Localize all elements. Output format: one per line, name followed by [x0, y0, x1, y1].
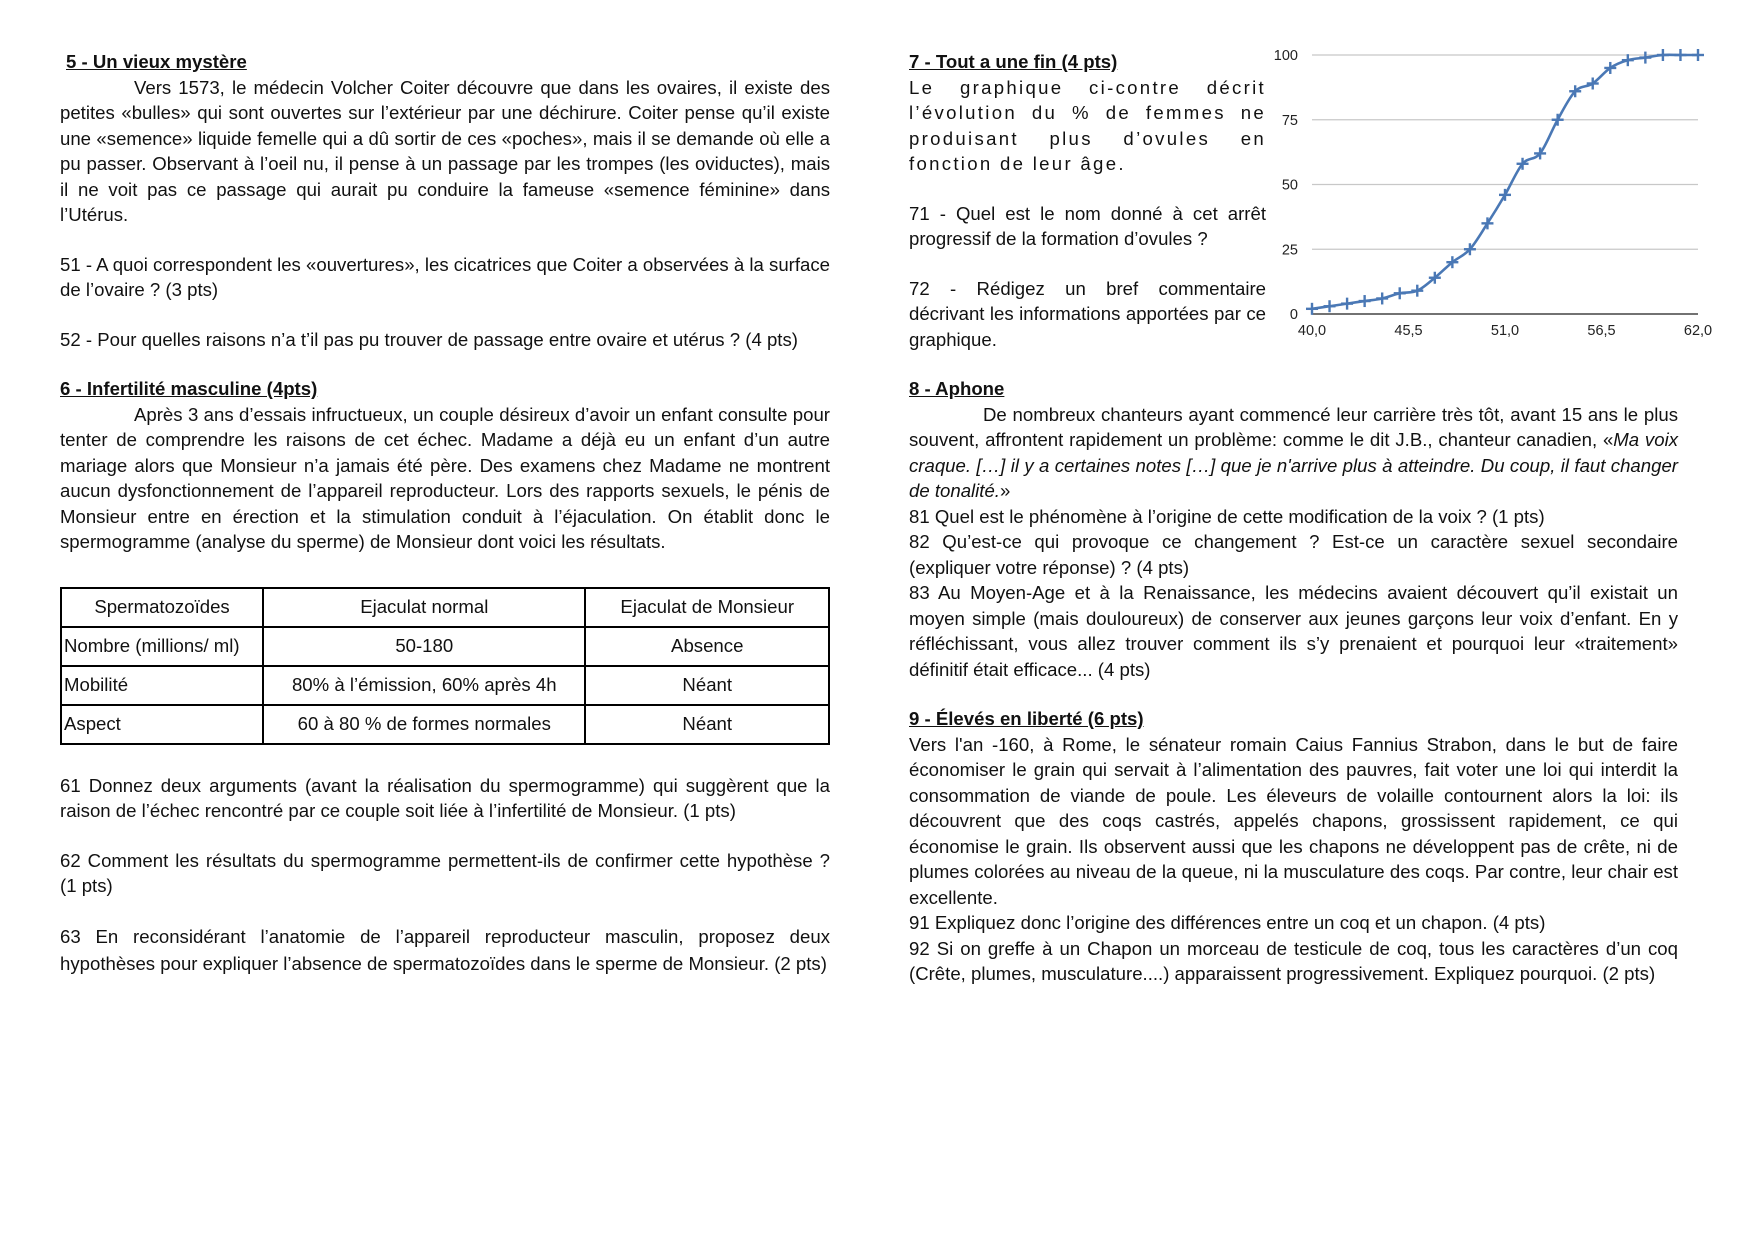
question-91: 91 Expliquez donc l’origine des différences entre un coq et un chapon. (4 pts)	[909, 912, 1546, 933]
data-point	[1306, 303, 1318, 315]
question-63: 63 En reconsidérant l’anatomie de l’appareil reproducteur masculin, proposez deux hypothèses pour expliquer l’absence de spermatozoïdes dans le sperme de Monsieur. (2 pts)	[60, 925, 830, 974]
data-point	[1639, 52, 1651, 64]
section-7-title: 7 - Tout a une fin (4 pts)	[909, 51, 1118, 72]
table-cell: Néant	[585, 705, 829, 744]
question-72: 72 - Rédigez un bref commentaire décrivant les informations apportées par ce graphique.	[909, 277, 1266, 350]
section-8-body	[909, 402, 1678, 504]
data-point	[1359, 295, 1371, 307]
data-point	[1499, 189, 1511, 201]
chart-series	[1312, 55, 1698, 309]
question-61: 61 Donnez deux arguments (avant la réalisation du spermogramme) qui suggèrent que la raison de l’échec rencontré par ce couple soit liée à l’infertilité de Monsieur. (1 pts)	[60, 774, 830, 821]
data-point	[1622, 54, 1634, 66]
chart-markers	[1306, 49, 1704, 315]
data-point	[1674, 49, 1686, 61]
data-point	[1692, 49, 1704, 61]
question-62: 62 Comment les résultats du spermogramme permettent-ils de confirmer cette hypothèse ? (1 pts)	[60, 849, 830, 896]
table-row	[61, 705, 829, 744]
section-9-body: Vers l'an -160, à Rome, le sénateur romain Caius Fannius Strabon, dans le but de faire économiser le grain qui servait à l’alimentation des pauvres, fait voter une loi qui interdit la consommation de viande de poule. Les éleveurs de volaille contournent alors la loi: ils découvrent que des coqs castrés, appelés chapons, grossissent rapidement, ce qui économise le grain. Ils observent aussi que les chapons ne développent pas de crête, ni de plumes colorées au niveau de la queue, ni la musculature des coqs. Par contre, leur chair est excellente.	[909, 733, 1678, 908]
question-52: 52 - Pour quelles raisons n’a t’il pas pu trouver de passage entre ovaire et utérus ? (4 pts)	[60, 328, 798, 350]
data-point	[1394, 287, 1406, 299]
section-9-title: 9 - Élevés en liberté (6 pts)	[909, 708, 1144, 729]
section-5-title: 5 - Un vieux mystère	[66, 51, 247, 72]
left-column	[60, 49, 830, 977]
y-tick-label: 50	[1281, 177, 1298, 194]
table-cell: Nombre (millions/ ml)	[61, 627, 263, 666]
table-cell: 60 à 80 % de formes normales	[263, 705, 585, 744]
question-81: 81 Quel est le phénomène à l’origine de cette modification de la voix ? (1 pts)	[909, 505, 1545, 527]
chart-gridlines	[1312, 55, 1698, 314]
data-point	[1324, 300, 1336, 312]
table-cell: Absence	[585, 627, 829, 666]
section-8-body-end: »	[999, 480, 1011, 501]
question-82: 82 Qu’est-ce qui provoque ce changement ? Est-ce un caractère sexuel secondaire (expliquer votre réponse) ? (4 pts)	[909, 531, 1678, 578]
singer-quote: Ma voix craque. […] il y a certaines notes […] que je n'arrive plus à atteindre. Du coup, il faut changer de tonalité.	[909, 429, 1678, 501]
table-header-cell: Ejaculat normal	[263, 588, 585, 627]
table-cell: Néant	[585, 666, 829, 705]
x-tick-label: 45,5	[1394, 323, 1423, 339]
section-7-body	[909, 75, 1266, 177]
x-tick-label: 62,0	[1683, 323, 1713, 339]
table-header-cell: Ejaculat de Monsieur	[585, 588, 829, 627]
question-92: 92 Si on greffe à un Chapon un morceau de testicule de coq, tous les caractères d’un coq (Crête, plumes, musculature....) apparaissent progressivement. Expliquez pourquoi. (2 pts)	[909, 937, 1678, 984]
section-8-body-start: De nombreux chanteurs ayant commencé leur carrière très tôt, avant 15 ans le plus souvent, affrontent rapidement un problème: comme le dit J.B., chanteur canadien, «	[909, 403, 1678, 450]
x-tick-label: 51,0	[1490, 323, 1520, 339]
section-7-body-text: Le graphique ci-contre décrit l’évolution du % de femmes ne produisant plus d’ovules en fonction de leur âge.	[909, 76, 1266, 174]
table-header-row	[61, 588, 829, 627]
table-cell: Aspect	[61, 705, 263, 744]
section-8-title: 8 - Aphone	[909, 378, 1005, 399]
table-header-cell: Spermatozoïdes	[61, 588, 263, 627]
y-tick-label: 0	[1289, 307, 1298, 323]
y-tick-label: 100	[1273, 48, 1298, 64]
menopause-chart	[1265, 38, 1713, 339]
x-tick-label: 40,0	[1297, 323, 1327, 339]
table-cell: 80% à l’émission, 60% après 4h	[263, 666, 585, 705]
question-83: 83 Au Moyen-Age et à la Renaissance, les médecins avaient découvert qu’il existait un moyen simple (mais douloureux) de conserver aux jeunes garçons leur voix d’enfant. En y réfléchissant, vous allez trouver comment ils s’y prenaient et pourquoi leur «traitement» définitif était efficace... (4 pts)	[909, 582, 1678, 680]
data-point	[1552, 114, 1564, 126]
x-tick-label: 56,5	[1587, 323, 1616, 339]
question-71: 71 - Quel est le nom donné à cet arrêt progressif de la formation d’ovules ?	[909, 202, 1266, 249]
table-row	[61, 666, 829, 705]
series-line	[1312, 55, 1698, 309]
data-point	[1376, 292, 1388, 304]
section-6-body: Après 3 ans d’essais infructueux, un couple désireux d’avoir un enfant consulte pour tenter de comprendre les raisons de cet échec. Madame a déjà eu un enfant d’un autre mariage alors que Monsieur n’a jamais été père. Des examens chez Madame ne montrent aucun dysfonctionnement de l’appareil reproducteur. Lors des rapports sexuels, le pénis de Monsieur entre en érection et la stimulation conduit à l’éjaculation. On établit donc le spermogramme (analyse du sperme) de Monsieur dont voici les résultats.	[60, 403, 830, 552]
data-point	[1341, 298, 1353, 310]
table-row	[61, 627, 829, 666]
data-point	[1657, 49, 1669, 61]
section-6-title: 6 - Infertilité masculine (4pts)	[60, 378, 318, 399]
y-tick-label: 25	[1281, 242, 1298, 259]
spermogram-table	[60, 587, 830, 745]
question-51: 51 - A quoi correspondent les «ouvertures», les cicatrices que Coiter a observées à la surface de l’ovaire ? (3 pts)	[60, 253, 830, 300]
data-point	[1411, 285, 1423, 297]
table-cell: Mobilité	[61, 666, 263, 705]
section-5-body: Vers 1573, le médecin Volcher Coiter découvre que dans les ovaires, il existe des petites «bulles» qui sont ouvertes sur l’extérieur par une déchirure. Coiter pense qu’il existe une «semence» liquide femelle qui a dû sortir de ces «poches», mais il se demande où elle a pu passer. Observant à l’oeil nu, il pense à un passage par les trompes (les oviductes), mais il ne voit pas ce passage qui aurait pu conduire la fameuse «semence féminine» dans l’Utérus.	[60, 76, 830, 225]
table-cell: 50-180	[263, 627, 585, 666]
chart-tick-labels	[1274, 48, 1712, 339]
y-tick-label: 75	[1281, 112, 1298, 129]
